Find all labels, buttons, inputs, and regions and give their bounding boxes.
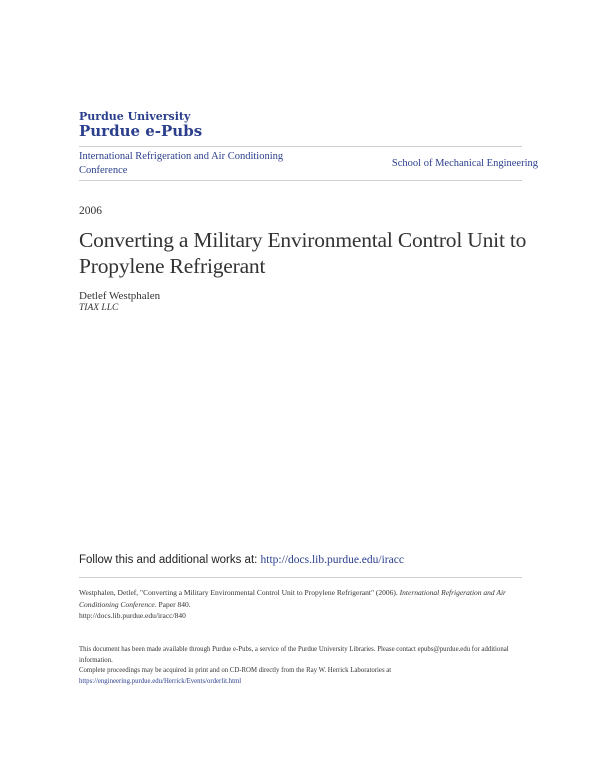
repository-name[interactable]: Purdue e-Pubs [79,122,203,140]
citation-paper-number: . Paper 840. [154,599,191,609]
notice-block [79,645,524,687]
department-link[interactable]: School of Mechanical Engineering [391,158,538,169]
author-name: Detlef Westphalen [79,290,161,302]
institution-name: Purdue University [79,110,191,123]
follow-line [79,554,404,566]
availability-notice: This document has been made available through Purdue e-Pubs, a service of the Purdue University Libraries. Please contact epubs@purdue.edu for additional information. [79,646,509,664]
publication-year: 2006 [79,205,102,217]
paper-title: Converting a Military Environmental Control Unit to Propylene Refrigerant [79,228,527,278]
proceedings-text: Complete proceedings may be acquired in print and on CD-ROM directly from the Ray W. Herrick Laboratories at [79,667,392,674]
follow-text: Follow this and additional works at: [79,554,261,566]
footer-divider [79,577,522,578]
author-affiliation: TIAX LLC [79,303,119,313]
citation-url[interactable]: http://docs.lib.purdue.edu/iracc/840 [79,611,186,620]
proceedings-link[interactable]: https://engineering.purdue.edu/Herrick/Events/orderlit.html [79,677,242,685]
header-divider [79,146,522,147]
citation-block [79,587,524,622]
collection-divider [79,180,522,181]
proceedings-notice [79,666,524,687]
collection-link[interactable]: International Refrigeration and Air Conditioning Conference [79,151,284,176]
citation-venue: International Refrigeration and Air Conditioning Conference [79,588,506,609]
follow-link[interactable]: http://docs.lib.purdue.edu/iracc [260,554,404,566]
citation-text: Westphalen, Detlef, "Converting a Military Environmental Control Unit to Propylene Refrigerant" (2006). [79,588,400,597]
